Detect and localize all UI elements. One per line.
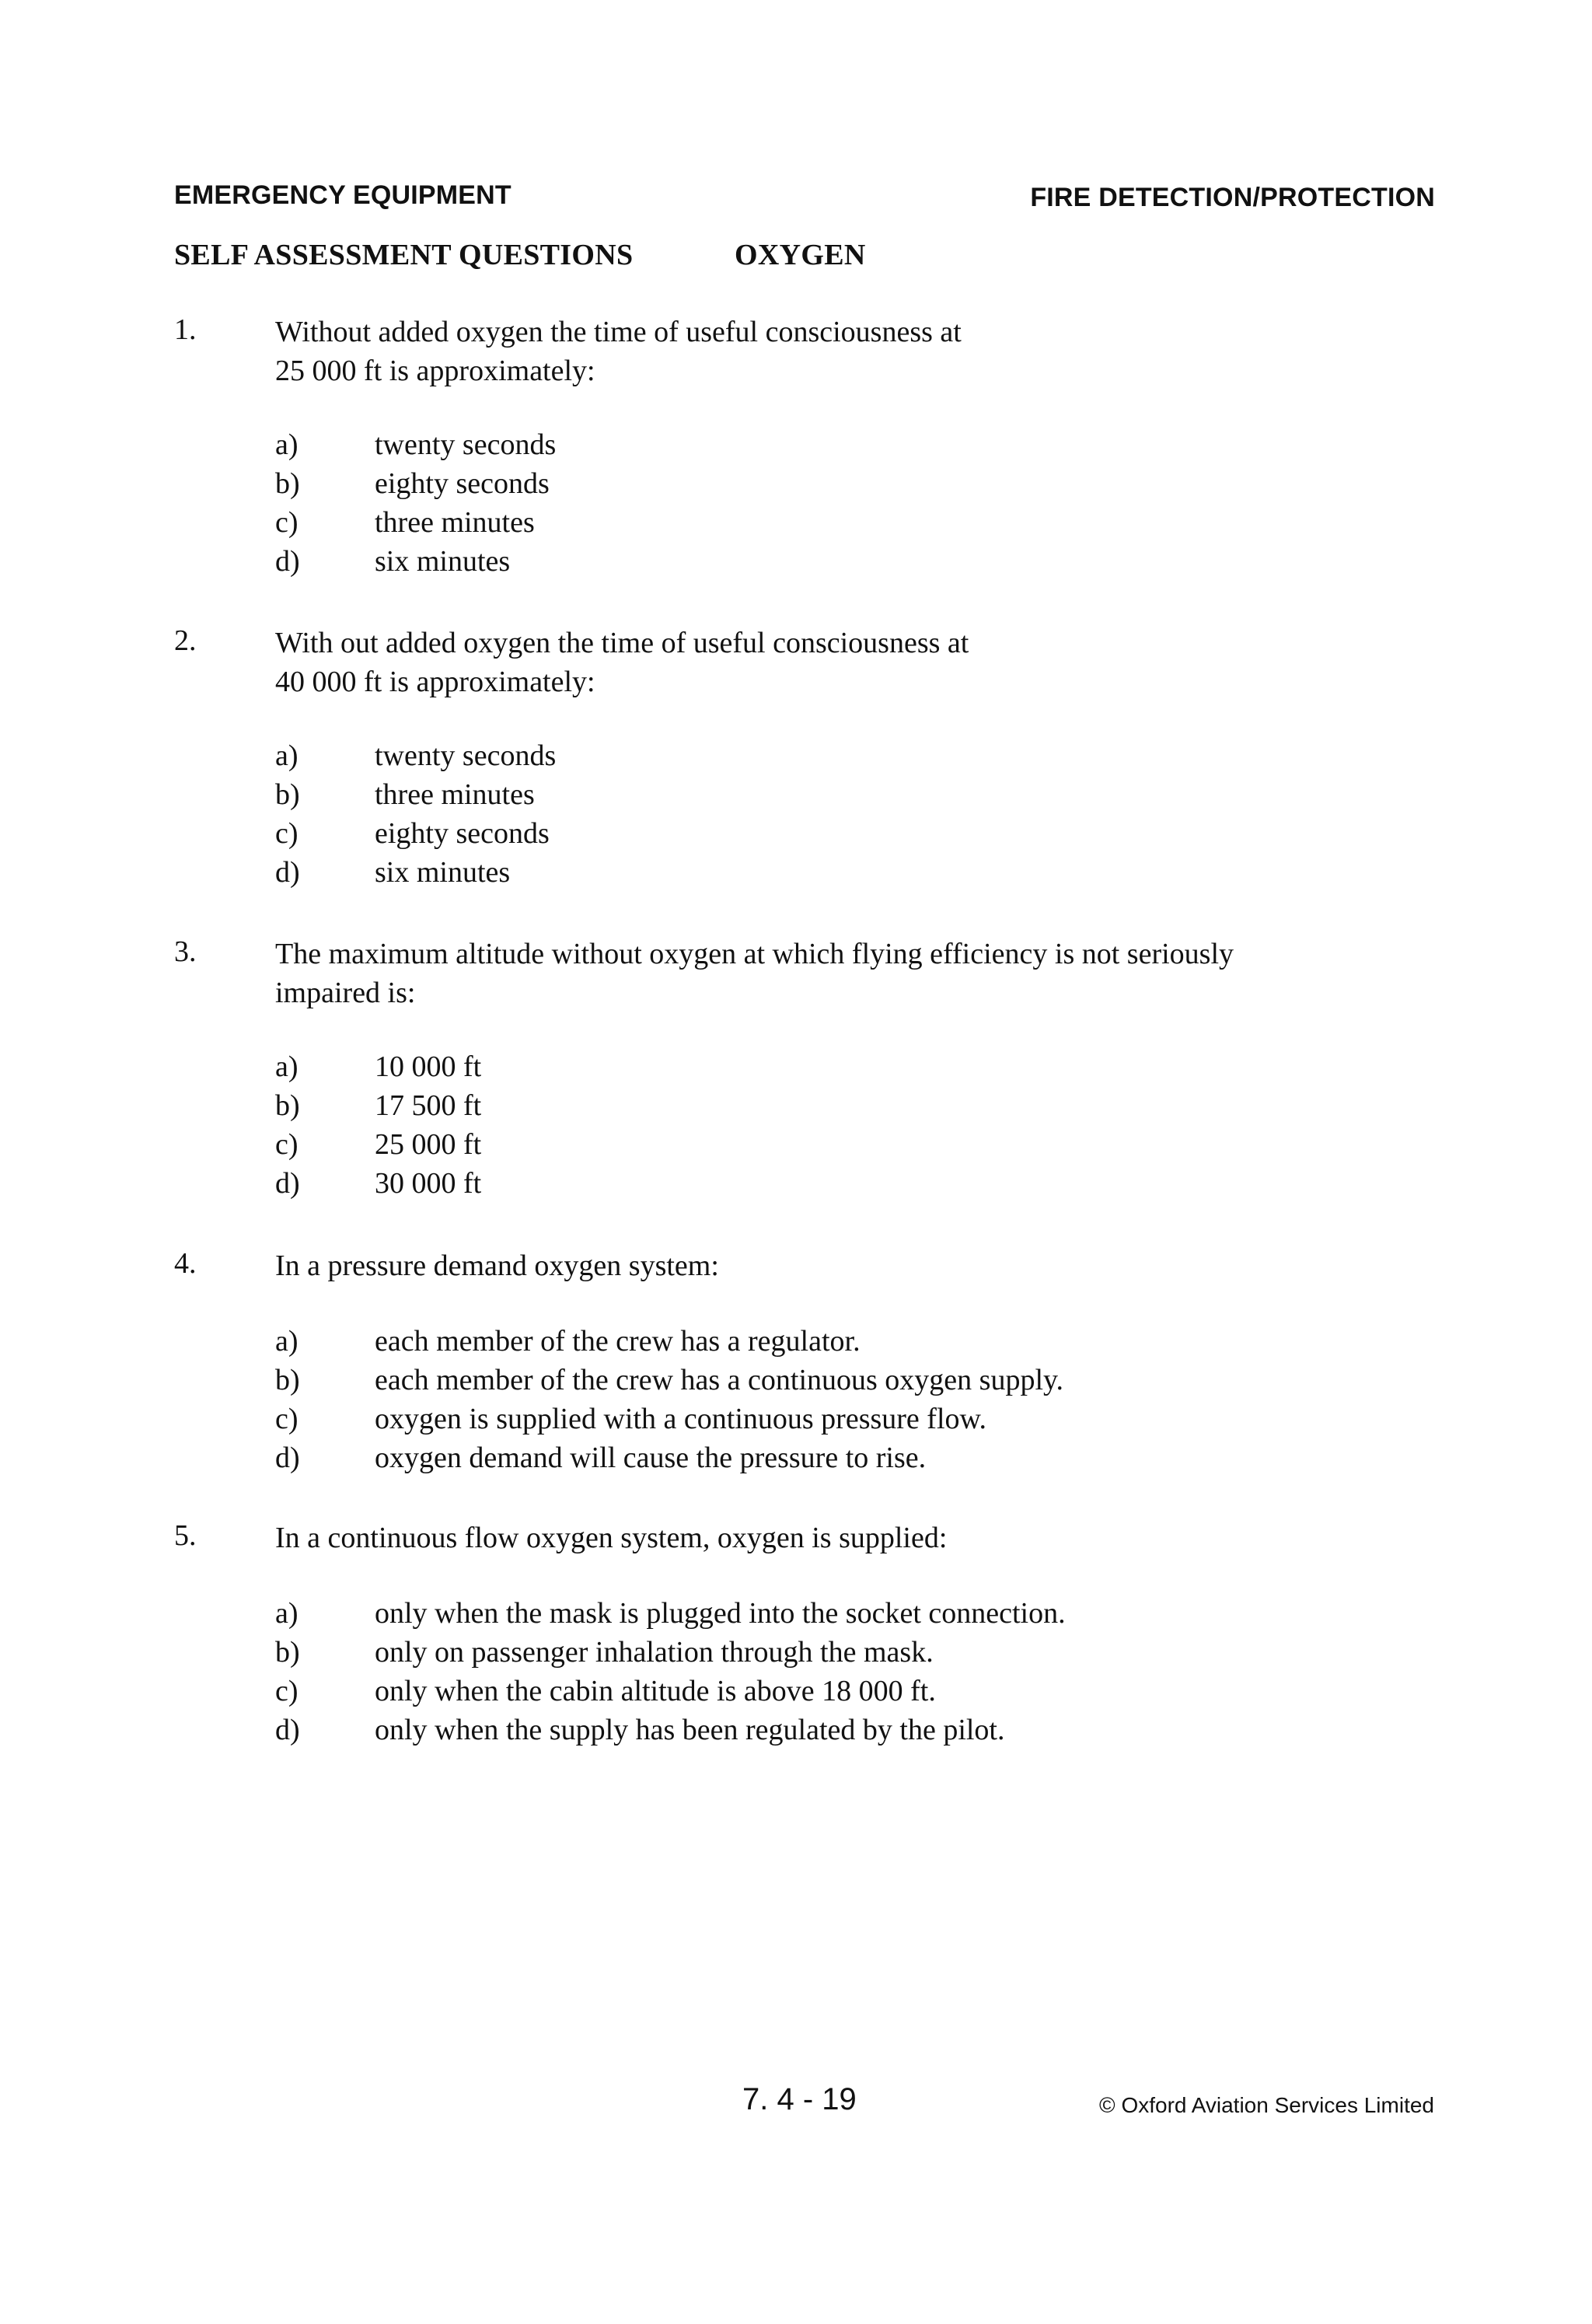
option-letter: c) [275, 1403, 298, 1435]
option-text: oxygen demand will cause the pressure to rise. [375, 1442, 927, 1474]
option-text: three minutes [375, 506, 535, 539]
option-text: oxygen is supplied with a continuous pressure flow. [375, 1403, 986, 1435]
option-d [0, 1441, 1592, 1480]
option-c [0, 816, 1592, 855]
option-text: each member of the crew has a regulator. [375, 1325, 861, 1358]
option-c [0, 1127, 1592, 1166]
option-text: three minutes [375, 778, 535, 811]
question-number: 4. [174, 1247, 197, 1280]
question-text [275, 624, 969, 701]
question-text [275, 935, 1234, 1012]
option-text: only when the cabin altitude is above 18 000 ft. [375, 1675, 936, 1707]
option-letter: b) [275, 778, 300, 811]
question-line: 25 000 ft is approximately: [275, 355, 595, 387]
question-line: 40 000 ft is approximately: [275, 666, 595, 698]
option-c [0, 505, 1592, 544]
option-text: each member of the crew has a continuous oxygen supply. [375, 1364, 1064, 1396]
question-line: The maximum altitude without oxygen at which flying efficiency is not seriously [275, 938, 1234, 970]
subheader-topic: OXYGEN [735, 239, 866, 271]
question-text [275, 1518, 947, 1557]
option-a [0, 1324, 1592, 1363]
option-a [0, 1050, 1592, 1089]
option-b [0, 1363, 1592, 1402]
option-text: 30 000 ft [375, 1167, 482, 1200]
option-letter: a) [275, 1597, 298, 1630]
question-number: 3. [174, 935, 197, 968]
question-line: impaired is: [275, 977, 416, 1009]
question-number: 5. [174, 1519, 197, 1552]
option-text: twenty seconds [375, 428, 557, 461]
option-letter: b) [275, 1364, 300, 1396]
option-letter: d) [275, 1442, 300, 1474]
option-c [0, 1402, 1592, 1441]
option-text: twenty seconds [375, 739, 557, 772]
option-letter: c) [275, 506, 298, 539]
option-letter: d) [275, 545, 300, 578]
copyright-notice: © Oxford Aviation Services Limited [1099, 2093, 1434, 2117]
option-letter: a) [275, 1325, 298, 1358]
option-letter: c) [275, 1128, 298, 1161]
question-line: With out added oxygen the time of useful consciousness at [275, 627, 969, 659]
option-letter: c) [275, 1675, 298, 1707]
option-a [0, 739, 1592, 778]
option-letter: b) [275, 1089, 300, 1122]
question-number: 2. [174, 624, 197, 657]
option-text: only when the mask is plugged into the socket connection. [375, 1597, 1066, 1630]
subheader-title: SELF ASSESSMENT QUESTIONS [174, 239, 634, 271]
option-letter: a) [275, 739, 298, 772]
option-text: 17 500 ft [375, 1089, 482, 1122]
option-text: eighty seconds [375, 467, 550, 500]
option-d [0, 544, 1592, 583]
option-text: only when the supply has been regulated by the pilot. [375, 1714, 1005, 1746]
option-letter: b) [275, 1636, 300, 1669]
option-d [0, 1713, 1592, 1752]
option-letter: a) [275, 1050, 298, 1083]
option-text: six minutes [375, 545, 511, 578]
option-text: six minutes [375, 856, 511, 889]
option-text: 10 000 ft [375, 1050, 482, 1083]
option-b [0, 1089, 1592, 1127]
option-c [0, 1674, 1592, 1713]
option-b [0, 778, 1592, 816]
question-line: In a continuous flow oxygen system, oxygen is supplied: [275, 1522, 948, 1554]
question-line: In a pressure demand oxygen system: [275, 1249, 719, 1282]
option-letter: b) [275, 467, 300, 500]
question-text [275, 313, 962, 390]
option-letter: d) [275, 1167, 300, 1200]
option-b [0, 467, 1592, 505]
option-text: only on passenger inhalation through the mask. [375, 1636, 934, 1669]
option-text: eighty seconds [375, 817, 550, 850]
question-number: 1. [174, 313, 197, 346]
option-letter: d) [275, 1714, 300, 1746]
option-a [0, 1596, 1592, 1635]
option-text: 25 000 ft [375, 1128, 482, 1161]
option-d [0, 855, 1592, 894]
option-d [0, 1166, 1592, 1205]
question-line: Without added oxygen the time of useful consciousness at [275, 316, 962, 348]
section-header-right: FIRE DETECTION/PROTECTION [1030, 183, 1435, 212]
option-letter: a) [275, 428, 298, 461]
option-letter: c) [275, 817, 298, 850]
page-number: 7. 4 - 19 [742, 2082, 857, 2116]
option-letter: d) [275, 856, 300, 889]
section-header-left: EMERGENCY EQUIPMENT [174, 180, 511, 210]
question-text [275, 1246, 719, 1285]
option-b [0, 1635, 1592, 1674]
option-a [0, 428, 1592, 467]
